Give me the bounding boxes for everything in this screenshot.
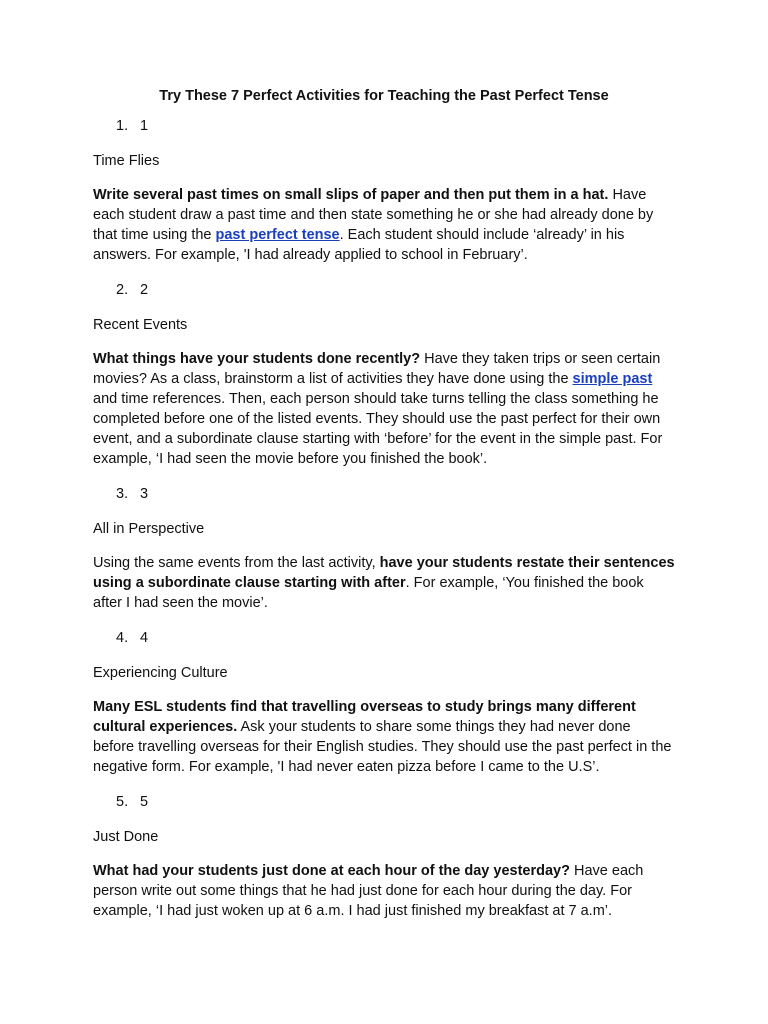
list-marker: 5. [116,794,129,810]
list-marker: 2. [116,282,129,298]
paragraph-text: Ask your students to share some things they had never done before travelling overseas for their English studies. They should use the past perfect in the negative form. For example, 'I had never eaten pizza before I came to the U.S’. [93,719,672,775]
paragraph-text: Have they taken trips or seen certain movies? As a class, brainstorm a list of activities they have done using the [93,351,661,387]
section-heading: Just Done [93,829,159,845]
past-perfect-tense-link[interactable]: past perfect tense [215,227,340,243]
list-number [93,628,675,648]
section-paragraph [93,861,675,921]
list-number-text: 2 [140,282,149,298]
bold-phrase: have your students restate their sentences using a subordinate clause starting with after [93,555,675,591]
bold-lead: What had your students just done at each hour of the day yesterday? [93,863,570,879]
list-marker: 4. [116,630,129,646]
section-heading: Experiencing Culture [93,665,228,681]
paragraph-text: . For example, ‘You finished the book after I had seen the movie’. [93,575,644,611]
section-paragraph [93,185,675,265]
list-number [93,484,675,504]
paragraph-text: . Each student should include ‘already’ in his answers. For example, 'I had already applied to school in February’. [93,227,625,263]
list-number-text: 1 [140,118,149,134]
bold-lead: Many ESL students find that travelling overseas to study brings many different cultural experiences. [93,699,636,735]
section-paragraph [93,349,675,469]
list-number [93,280,675,300]
list-number-text: 3 [140,486,149,502]
bold-lead: What things have your students done recently? [93,351,421,367]
list-marker: 1. [116,118,129,134]
document-title: Try These 7 Perfect Activities for Teaching the Past Perfect Tense [159,88,609,104]
section-paragraph [93,697,675,777]
simple-past-link[interactable]: simple past [572,371,653,387]
section-heading: Recent Events [93,317,188,333]
bold-lead: Write several past times on small slips of paper and then put them in a hat. [93,187,609,203]
paragraph-text: Have each person write out some things that he had just done for each hour during the day. For example, ‘I had just woken up at 6 a.m. I had just finished my breakfast at 7 a.m’. [93,863,644,919]
section-heading: All in Perspective [93,521,205,537]
paragraph-text: Have each student draw a past time and then state something he or she had already done by that time using the [93,187,654,243]
section-heading: Time Flies [93,153,160,169]
list-marker: 3. [116,486,129,502]
list-number-text: 5 [140,794,149,810]
list-number [93,792,675,812]
paragraph-text: Using the same events from the last activity, [93,555,380,571]
list-number [93,116,675,136]
section-paragraph [93,553,675,613]
list-number-text: 4 [140,630,149,646]
paragraph-text: and time references. Then, each person should take turns telling the class something he completed before one of the listed events. They should use the past perfect for their own event, and a subordinate clause starting with ‘before’ for the event in the simple past. For example, ‘I had seen the movie before you finished the book’. [93,391,663,467]
